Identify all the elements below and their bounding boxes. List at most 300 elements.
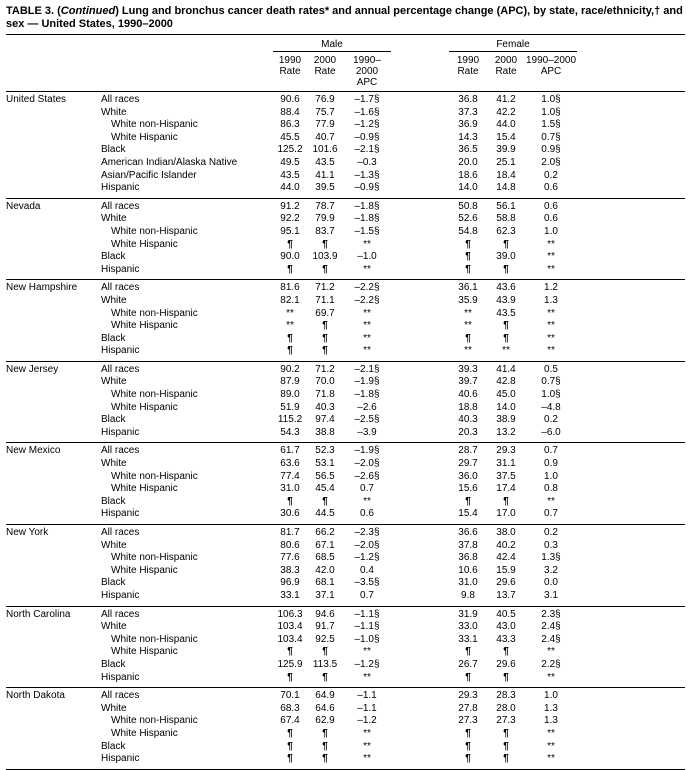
male-apc: –1.0: [357, 251, 377, 263]
female-rate-2000: **: [502, 345, 510, 357]
male-apc: –1.5§: [354, 225, 380, 237]
race-label: Hispanic: [101, 263, 140, 275]
female-rate-1990: ¶: [465, 495, 471, 507]
female-rate-1990: 36.0: [458, 470, 478, 482]
state-label: [6, 144, 101, 157]
female-apc: 0.2: [544, 527, 558, 538]
right-margin: [577, 471, 685, 484]
male-rate-1990: ¶: [287, 740, 293, 752]
state-label: [6, 672, 101, 685]
table-row: [6, 182, 685, 195]
table-row: [6, 565, 685, 578]
right-margin: [577, 715, 685, 728]
column-gap: [391, 703, 449, 716]
right-margin: [577, 182, 685, 195]
table-title-continued: Continued: [60, 5, 116, 17]
table-row: [6, 741, 685, 754]
male-apc: –1.0§: [354, 633, 380, 645]
female-apc: 0.5: [544, 363, 558, 375]
column-gap: [391, 389, 449, 402]
right-margin: [577, 483, 685, 496]
female-rate-2000: 41.2: [496, 94, 516, 105]
male-rate-1990: ¶: [287, 332, 293, 344]
race-label: White: [101, 213, 127, 225]
column-gap: [391, 741, 449, 754]
male-rate-1990: 70.1: [280, 690, 300, 702]
male-apc: –2.0§: [354, 458, 380, 470]
female-rate-1990: 31.0: [458, 577, 478, 589]
female-rate-1990: 54.8: [458, 225, 478, 237]
column-gap: [391, 552, 449, 565]
female-rate-2000: 17.4: [496, 483, 516, 495]
male-rate-2000: 62.9: [315, 715, 335, 727]
male-rate-1990: 49.5: [280, 156, 300, 168]
right-margin: [577, 376, 685, 389]
male-rate-1990: ¶: [287, 646, 293, 658]
male-apc: –3.5§: [354, 577, 380, 589]
race-label: White Hispanic: [111, 727, 178, 739]
male-rate-1990: 45.5: [280, 131, 300, 143]
female-rate-1990: ¶: [465, 251, 471, 263]
male-apc: **: [363, 740, 371, 752]
female-rate-1990: ¶: [465, 671, 471, 683]
race-label: White Hispanic: [111, 564, 178, 576]
female-rate-1990: ¶: [465, 332, 471, 344]
male-rate-1990: 88.4: [280, 106, 300, 118]
race-label: Asian/Pacific Islander: [101, 169, 197, 181]
female-apc: 0.3: [544, 539, 558, 551]
table-row: [6, 94, 685, 107]
male-rate-2000: 43.5: [315, 156, 335, 168]
table-row: [6, 508, 685, 521]
table-row: [6, 345, 685, 358]
female-rate-2000: 28.0: [496, 702, 516, 714]
race-label: White non-Hispanic: [111, 552, 198, 564]
female-rate-2000: 25.1: [496, 156, 516, 168]
table-body: [6, 92, 685, 770]
female-rate-2000: ¶: [503, 238, 509, 250]
column-gap: [391, 213, 449, 226]
race-label: Hispanic: [101, 345, 140, 357]
column-gap: [391, 201, 449, 214]
male-rate-2000: 42.0: [315, 564, 335, 576]
column-gap: [391, 496, 449, 509]
female-apc: 2.2§: [541, 658, 561, 670]
male-rate-2000: ¶: [322, 727, 328, 739]
right-margin: [577, 690, 685, 703]
right-margin: [577, 402, 685, 415]
male-rate-2000: 79.9: [315, 213, 335, 225]
female-rate-2000: 43.5: [496, 307, 516, 319]
female-rate-1990: 20.3: [458, 426, 478, 438]
female-apc: **: [547, 495, 555, 507]
female-rate-2000: 43.9: [496, 294, 516, 306]
state-label: [6, 264, 101, 277]
right-margin: [577, 94, 685, 107]
race-label: White non-Hispanic: [111, 633, 198, 645]
male-rate-1990: 77.4: [280, 470, 300, 482]
female-rate-1990: 37.8: [458, 539, 478, 551]
male-rate-2000: 44.5: [315, 508, 335, 520]
race-label: Black: [101, 740, 126, 752]
state-label: [6, 107, 101, 120]
state-label: [6, 251, 101, 264]
state-label: [6, 659, 101, 672]
table-row: [6, 496, 685, 509]
female-apc: 1.0: [544, 225, 558, 237]
male-rate-2000: 77.9: [315, 119, 335, 131]
state-group: [6, 607, 685, 689]
state-group: [6, 443, 685, 525]
female-rate-2000: 44.0: [496, 119, 516, 131]
male-rate-1990: 106.3: [277, 608, 303, 620]
female-apc: 0.0: [544, 577, 558, 589]
column-gap: [391, 508, 449, 521]
male-rate-1990: ¶: [287, 345, 293, 357]
column-gap: [391, 414, 449, 427]
female-apc: **: [547, 238, 555, 250]
state-label: [6, 741, 101, 754]
table-title: [6, 5, 685, 31]
race-label: White non-Hispanic: [111, 715, 198, 727]
right-margin: [577, 251, 685, 264]
female-rate-1990: 36.1: [458, 282, 478, 294]
state-label: [6, 703, 101, 716]
male-apc: –2.1§: [354, 144, 380, 156]
male-rate-1990: 30.6: [280, 508, 300, 520]
female-rate-1990: ¶: [465, 740, 471, 752]
column-gap: [391, 251, 449, 264]
male-rate-1990: 87.9: [280, 376, 300, 388]
female-apc: 0.9§: [541, 144, 561, 156]
male-rate-1990: ¶: [287, 671, 293, 683]
male-apc: **: [363, 727, 371, 739]
male-apc: **: [363, 320, 371, 332]
race-label: White: [101, 539, 127, 551]
right-margin: [577, 389, 685, 402]
female-rate-2000: 39.0: [496, 251, 516, 263]
female-apc: 0.7: [544, 445, 558, 457]
race-label: Hispanic: [101, 426, 140, 438]
race-label: Black: [101, 577, 126, 589]
state-label: New York: [6, 527, 49, 538]
male-apc: –1.2: [357, 715, 377, 727]
state-label: [6, 345, 101, 358]
male-rate-2000: 71.1: [315, 294, 335, 306]
female-apc: **: [547, 320, 555, 332]
right-margin: [577, 264, 685, 277]
female-rate-2000: 28.3: [496, 690, 516, 702]
column-gap: [391, 577, 449, 590]
male-apc: –2.6§: [354, 470, 380, 482]
female-apc: –4.8: [541, 401, 561, 413]
female-apc: 0.6: [544, 213, 558, 225]
male-rate-2000: ¶: [322, 740, 328, 752]
male-rate-2000: 94.6: [315, 608, 335, 620]
column-gap: [391, 427, 449, 440]
right-margin: [577, 282, 685, 295]
state-label: New Hampshire: [6, 282, 78, 294]
table-row: [6, 157, 685, 170]
male-apc: –1.2§: [354, 119, 380, 131]
state-label: [6, 634, 101, 647]
state-label: [6, 295, 101, 308]
column-gap: [391, 565, 449, 578]
female-rate-2000: 42.2: [496, 106, 516, 118]
male-rate-1990: 90.0: [280, 251, 300, 263]
female-rate-2000: ¶: [503, 753, 509, 765]
male-apc: –0.9§: [354, 131, 380, 143]
race-label: White: [101, 294, 127, 306]
race-label: White Hispanic: [111, 320, 178, 332]
column-header-row: [6, 55, 685, 91]
male-apc: **: [363, 646, 371, 658]
right-margin: [577, 728, 685, 741]
table-row: [6, 703, 685, 716]
race-label: White non-Hispanic: [111, 389, 198, 401]
male-apc: –0.9§: [354, 182, 380, 194]
female-rate-2000: 37.5: [496, 470, 516, 482]
table-row: [6, 239, 685, 252]
male-apc: –1.1: [357, 690, 377, 702]
table-row: [6, 471, 685, 484]
right-margin: [577, 609, 685, 622]
female-rate-2000: 42.8: [496, 376, 516, 388]
male-rate-2000: 68.5: [315, 552, 335, 564]
state-group: [6, 688, 685, 770]
female-apc: 0.2: [544, 414, 558, 426]
male-rate-2000: 70.0: [315, 376, 335, 388]
male-apc: –1.6§: [354, 106, 380, 118]
male-rate-2000: 78.7: [315, 200, 335, 212]
male-rate-2000: 67.1: [315, 539, 335, 551]
male-rate-1990: ¶: [287, 238, 293, 250]
column-gap: [391, 527, 449, 540]
male-rate-1990: 125.9: [277, 658, 303, 670]
race-label: White Hispanic: [111, 238, 178, 250]
table-row: [6, 201, 685, 214]
right-margin: [577, 540, 685, 553]
male-apc: –2.0§: [354, 539, 380, 551]
male-rate-1990: 89.0: [280, 389, 300, 401]
male-rate-2000: 103.9: [312, 251, 338, 263]
male-rate-2000: 37.1: [315, 589, 335, 601]
race-label: White Hispanic: [111, 646, 178, 658]
male-rate-2000: 41.1: [315, 169, 335, 181]
table-row: [6, 226, 685, 239]
right-margin: [577, 414, 685, 427]
male-apc: **: [363, 307, 371, 319]
female-rate-1990: 39.7: [458, 376, 478, 388]
right-margin: [577, 308, 685, 321]
column-gap: [391, 376, 449, 389]
state-label: United States: [6, 94, 67, 105]
right-margin: [577, 213, 685, 226]
state-label: Nevada: [6, 200, 41, 212]
table-row: [6, 251, 685, 264]
female-rate-2000: ¶: [503, 727, 509, 739]
table-row: [6, 264, 685, 277]
table-row: [6, 753, 685, 766]
female-apc: 1.0: [544, 690, 558, 702]
state-label: [6, 119, 101, 132]
right-margin: [577, 201, 685, 214]
female-rate-1990: 37.3: [458, 106, 478, 118]
state-group: [6, 525, 685, 607]
table-row: [6, 715, 685, 728]
female-apc: **: [547, 345, 555, 357]
male-rate-2000: 64.9: [315, 690, 335, 702]
female-apc: 1.5§: [541, 119, 561, 131]
table-row: [6, 170, 685, 183]
right-margin: [577, 508, 685, 521]
male-rate-2000: 40.3: [315, 401, 335, 413]
state-label: [6, 414, 101, 427]
female-rate-2000: 13.2: [496, 426, 516, 438]
male-rate-1990: 33.1: [280, 589, 300, 601]
female-rate-1990: 27.3: [458, 715, 478, 727]
race-label: White: [101, 458, 127, 470]
female-rate-1990: **: [464, 320, 472, 332]
female-rate-1990: 36.6: [458, 527, 478, 538]
female-rate-1990: 29.7: [458, 458, 478, 470]
right-margin: [577, 170, 685, 183]
male-rate-2000: 71.2: [315, 282, 335, 294]
female-apc: 0.6: [544, 200, 558, 212]
right-margin: [577, 345, 685, 358]
male-2000-rate-header: 2000 Rate: [313, 55, 337, 77]
female-rate-2000: ¶: [503, 320, 509, 332]
female-rate-1990: 9.8: [461, 589, 475, 601]
male-rate-2000: 113.5: [312, 658, 338, 670]
female-apc: **: [547, 671, 555, 683]
female-rate-1990: **: [464, 345, 472, 357]
male-rate-1990: 38.3: [280, 564, 300, 576]
column-gap: [391, 753, 449, 766]
table-row: [6, 728, 685, 741]
column-gap: [391, 170, 449, 183]
column-gap: [391, 345, 449, 358]
right-margin: [577, 226, 685, 239]
female-rate-1990: 15.6: [458, 483, 478, 495]
male-apc: –2.2§: [354, 294, 380, 306]
female-rate-2000: 14.8: [496, 182, 516, 194]
race-label: White non-Hispanic: [111, 225, 198, 237]
female-apc: 1.0§: [541, 106, 561, 118]
table-title-prefix: TABLE 3. (: [6, 5, 61, 17]
column-gap: [391, 402, 449, 415]
state-label: [6, 170, 101, 183]
table-title-rest: ) Lung and bronchus cancer death rates* and annual percentage change (APC), by state, race/ethnicity,† and sex — United States, 1990–2000: [6, 5, 683, 30]
male-rate-2000: 66.2: [315, 527, 335, 538]
male-rate-1990: 80.6: [280, 539, 300, 551]
race-label: Hispanic: [101, 508, 140, 520]
right-margin: [577, 672, 685, 685]
male-apc: **: [363, 332, 371, 344]
female-rate-2000: 42.4: [496, 552, 516, 564]
state-label: [6, 402, 101, 415]
state-label: [6, 333, 101, 346]
right-margin: [577, 364, 685, 377]
male-apc: **: [363, 238, 371, 250]
right-margin: [577, 741, 685, 754]
race-label: Hispanic: [101, 753, 140, 765]
male-rate-2000: 45.4: [315, 483, 335, 495]
state-label: North Carolina: [6, 608, 71, 620]
race-label: White Hispanic: [111, 401, 178, 413]
male-rate-2000: 92.5: [315, 633, 335, 645]
female-rate-1990: 36.5: [458, 144, 478, 156]
column-gap: [391, 445, 449, 458]
state-label: [6, 458, 101, 471]
female-apc: 1.0: [544, 470, 558, 482]
male-apc: –1.2§: [354, 658, 380, 670]
female-rate-1990: ¶: [465, 727, 471, 739]
race-label: Black: [101, 414, 126, 426]
state-label: [6, 182, 101, 195]
female-apc: 0.2: [544, 169, 558, 181]
table-row: [6, 402, 685, 415]
table-row: [6, 646, 685, 659]
column-gap: [391, 471, 449, 484]
female-rate-1990: 40.6: [458, 389, 478, 401]
female-apc: 2.3§: [541, 608, 561, 620]
female-rate-1990: 14.3: [458, 131, 478, 143]
table-row: [6, 333, 685, 346]
column-gap: [391, 308, 449, 321]
female-apc: 3.2: [544, 564, 558, 576]
female-rate-2000: 38.0: [496, 527, 516, 538]
female-rate-1990: ¶: [465, 753, 471, 765]
male-rate-2000: 71.2: [315, 363, 335, 375]
male-rate-2000: ¶: [322, 345, 328, 357]
female-rate-1990: 36.9: [458, 119, 478, 131]
right-margin: [577, 144, 685, 157]
male-apc: –1.9§: [354, 376, 380, 388]
male-rate-2000: ¶: [322, 238, 328, 250]
female-rate-1990: 40.3: [458, 414, 478, 426]
column-gap: [391, 94, 449, 107]
female-rate-2000: ¶: [503, 740, 509, 752]
race-label: All races: [101, 282, 140, 294]
male-apc: –1.2§: [354, 552, 380, 564]
table-row: [6, 577, 685, 590]
table-row: [6, 213, 685, 226]
race-label: Black: [101, 495, 126, 507]
state-group: [6, 362, 685, 444]
female-rate-2000: ¶: [503, 332, 509, 344]
female-rate-2000: 13.7: [496, 589, 516, 601]
column-gap: [391, 132, 449, 145]
female-rate-1990: 52.6: [458, 213, 478, 225]
female-rate-2000: 39.9: [496, 144, 516, 156]
male-rate-1990: 43.5: [280, 169, 300, 181]
table-row: [6, 540, 685, 553]
male-rate-1990: ¶: [287, 753, 293, 765]
male-rate-1990: 90.6: [280, 94, 300, 105]
right-margin: [577, 239, 685, 252]
column-gap: [391, 458, 449, 471]
female-apc: 0.7§: [541, 131, 561, 143]
state-label: [6, 427, 101, 440]
race-label: White Hispanic: [111, 131, 178, 143]
state-label: [6, 471, 101, 484]
female-rate-1990: ¶: [465, 646, 471, 658]
race-label: Black: [101, 144, 126, 156]
female-rate-2000: 18.4: [496, 169, 516, 181]
female-rate-1990: **: [464, 307, 472, 319]
female-rate-2000: ¶: [503, 263, 509, 275]
